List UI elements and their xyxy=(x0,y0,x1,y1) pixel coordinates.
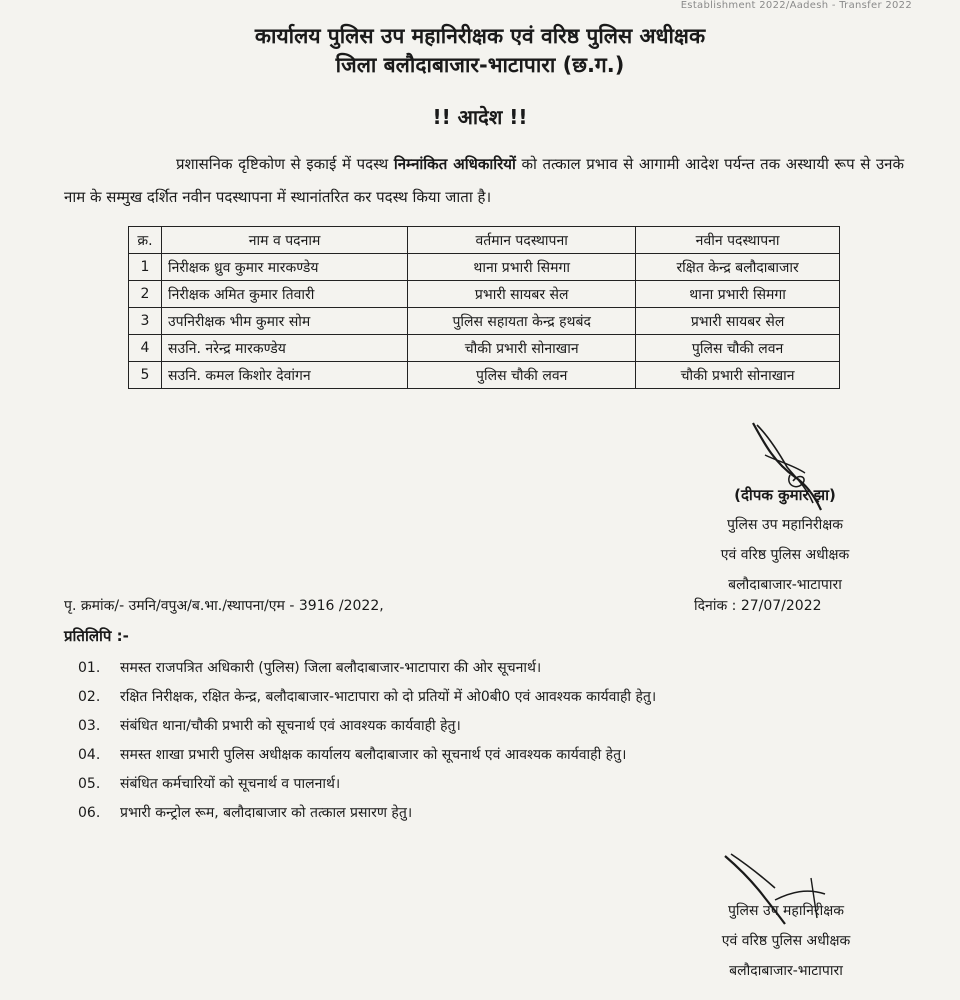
cell-current: पुलिस सहायता केन्द्र हथबंद xyxy=(408,308,636,335)
signatory-block-2 xyxy=(686,896,886,986)
col-header-current: वर्तमान पदस्थापना xyxy=(408,227,636,254)
cell-new: रक्षित केन्द्र बलौदाबाजार xyxy=(636,254,840,281)
col-header-name: नाम व पदनाम xyxy=(162,227,408,254)
list-item-text: रक्षित निरीक्षक, रक्षित केन्द्र, बलौदाबाजार-भाटापारा को दो प्रतियों में ओ0बी0 एवं आवश्यक कार्यवाही हेतु। xyxy=(120,689,657,705)
cell-new: चौकी प्रभारी सोनाखान xyxy=(636,362,840,389)
para-part1: प्रशासनिक दृष्टिकोण से इकाई में पदस्थ xyxy=(176,155,389,173)
list-item xyxy=(78,741,918,770)
cell-sn: 5 xyxy=(129,362,162,389)
cell-name: उपनिरीक्षक भीम कुमार सोम xyxy=(162,308,408,335)
table-row xyxy=(129,362,840,389)
top-strip-text: Establishment 2022/Aadesh - Transfer 2022 xyxy=(680,0,912,11)
cell-current: पुलिस चौकी लवन xyxy=(408,362,636,389)
table-header-row xyxy=(129,227,840,254)
cell-current: थाना प्रभारी सिमगा xyxy=(408,254,636,281)
list-item xyxy=(78,712,918,741)
order-paragraph xyxy=(64,148,904,214)
cell-current: प्रभारी सायबर सेल xyxy=(408,281,636,308)
office-header xyxy=(0,22,960,80)
cell-name: निरीक्षक ध्रुव कुमार मारकण्डेय xyxy=(162,254,408,281)
list-item-number: 05. xyxy=(78,776,101,792)
para-bold: निम्नांकित अधिकारियों xyxy=(393,155,516,173)
cell-sn: 1 xyxy=(129,254,162,281)
list-item xyxy=(78,770,918,799)
order-title: !! आदेश !! xyxy=(432,105,528,129)
cell-sn: 2 xyxy=(129,281,162,308)
list-item xyxy=(78,654,918,683)
cell-current: चौकी प्रभारी सोनाखान xyxy=(408,335,636,362)
copy-list xyxy=(78,654,918,828)
list-item xyxy=(78,683,918,712)
list-item-text: संबंधित थाना/चौकी प्रभारी को सूचनार्थ एवं आवश्यक कार्यवाही हेतु। xyxy=(120,718,461,734)
list-item-text: संबंधित कर्मचारियों को सूचनार्थ व पालनार्थ। xyxy=(120,776,341,792)
signatory-designation-2: एवं वरिष्ठ पुलिस अधीक्षक xyxy=(721,933,851,949)
list-item xyxy=(78,799,918,828)
signatory-designation-2: एवं वरिष्ठ पुलिस अधीक्षक xyxy=(720,547,850,563)
cell-sn: 4 xyxy=(129,335,162,362)
table-row xyxy=(129,254,840,281)
order-date: दिनांक : 27/07/2022 xyxy=(694,598,822,614)
transfer-table xyxy=(128,226,840,389)
para-part2: को तत्काल प्रभाव से आगामी आदेश पर्यन्त तक अस्थायी रूप से उनके नाम के सम्मुख दर्शित नवीन पदस्थापना में स्थानांतरित कर पदस्थ किया जाता है। xyxy=(64,155,905,206)
list-item-number: 02. xyxy=(78,689,101,705)
cell-name: सउनि. कमल किशोर देवांगन xyxy=(162,362,408,389)
signatory-name: (दीपक कुमार झा) xyxy=(734,486,836,504)
office-title: कार्यालय पुलिस उप महानिरीक्षक एवं वरिष्ठ पुलिस अधीक्षक xyxy=(254,24,706,48)
reference-number: पृ. क्रमांक/- उमनि/वपुअ/ब.भा./स्थापना/एम - 3916 /2022, xyxy=(64,598,384,614)
list-item-number: 04. xyxy=(78,747,101,763)
cell-new: प्रभारी सायबर सेल xyxy=(636,308,840,335)
signatory-block-1 xyxy=(700,480,870,600)
col-header-sn: क्र. xyxy=(129,227,162,254)
cell-name: सउनि. नरेन्द्र मारकण्डेय xyxy=(162,335,408,362)
col-header-new: नवीन पदस्थापना xyxy=(636,227,840,254)
signatory-designation-1: पुलिस उप महानिरीक्षक xyxy=(726,517,844,533)
list-item-number: 03. xyxy=(78,718,101,734)
table-row xyxy=(129,308,840,335)
cell-new: थाना प्रभारी सिमगा xyxy=(636,281,840,308)
list-item-text: प्रभारी कन्ट्रोल रूम, बलौदाबाजार को तत्काल प्रसारण हेतु। xyxy=(120,805,413,821)
list-item-number: 01. xyxy=(78,660,101,676)
table-row xyxy=(129,335,840,362)
signatory-designation-1: पुलिस उप महानिरीक्षक xyxy=(727,903,845,919)
table-row xyxy=(129,281,840,308)
cell-name: निरीक्षक अमित कुमार तिवारी xyxy=(162,281,408,308)
signatory-place: बलौदाबाजार-भाटापारा xyxy=(728,577,842,593)
office-district: जिला बलौदाबाजार-भाटापारा (छ.ग.) xyxy=(335,53,625,77)
cell-new: पुलिस चौकी लवन xyxy=(636,335,840,362)
list-item-number: 06. xyxy=(78,805,101,821)
copy-heading: प्रतिलिपि :- xyxy=(64,627,129,645)
list-item-text: समस्त शाखा प्रभारी पुलिस अधीक्षक कार्यालय बलौदाबाजार को सूचनार्थ एवं आवश्यक कार्यवाही हेतु। xyxy=(120,747,627,763)
list-item-text: समस्त राजपत्रित अधिकारी (पुलिस) जिला बलौदाबाजार-भाटापारा की ओर सूचनार्थ। xyxy=(120,660,542,676)
cell-sn: 3 xyxy=(129,308,162,335)
signatory-place: बलौदाबाजार-भाटापारा xyxy=(729,963,843,979)
